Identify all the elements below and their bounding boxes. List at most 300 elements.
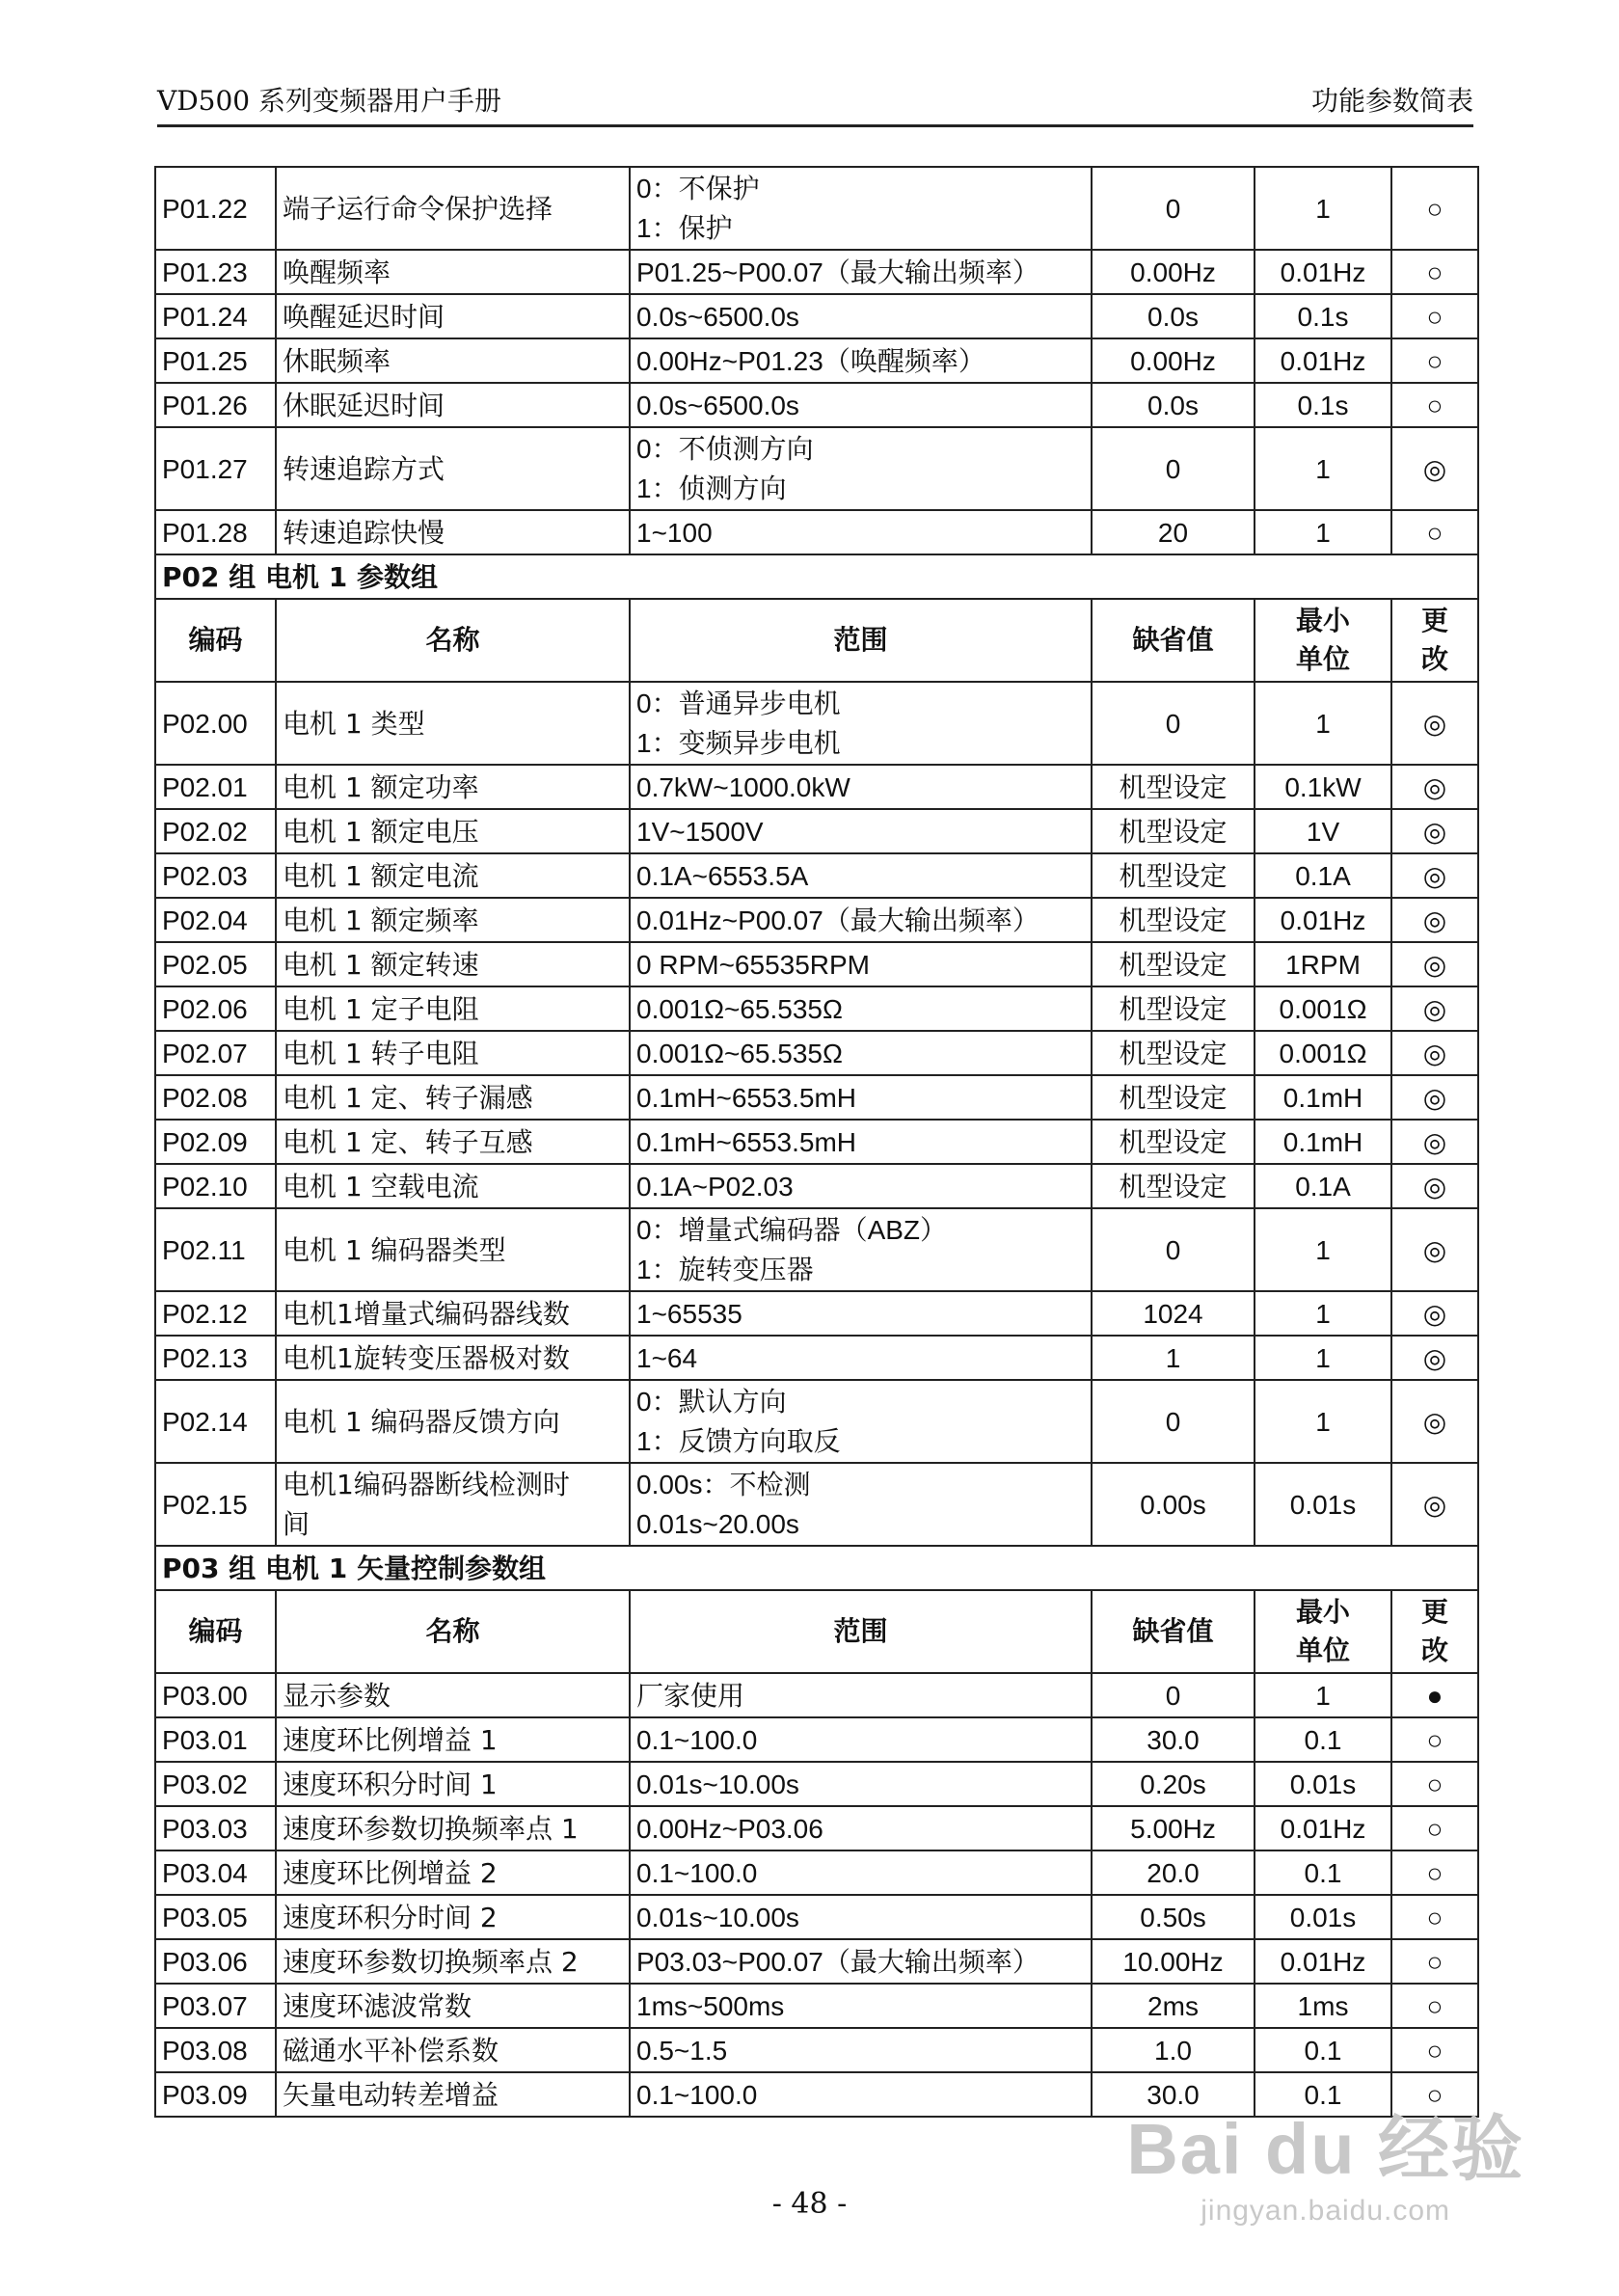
param-name [276,942,630,986]
param-unit: 0.1s [1255,383,1391,427]
param-range [630,1984,1092,2028]
param-change-flag: ○ [1391,383,1478,427]
page-number: - 48 - [771,2187,848,2221]
param-change-flag: ○ [1391,1850,1478,1895]
table-row [155,1895,1478,1939]
param-range [630,1380,1092,1463]
param-range [630,1939,1092,1984]
param-unit: 0.1 [1255,2072,1391,2117]
param-change-flag: ○ [1391,294,1478,338]
param-range [630,250,1092,294]
param-range [630,942,1092,986]
param-range-line: 厂家使用 [636,1680,745,1711]
param-code: P02.03 [155,853,276,898]
param-range [630,1031,1092,1075]
param-unit: 0.1mH [1255,1075,1391,1120]
param-default: 机型设定 [1092,1031,1255,1075]
param-change-flag: ◎ [1391,1208,1478,1291]
param-range-line: 1：旋转变压器 [636,1255,814,1284]
param-unit: 0.01s [1255,1463,1391,1546]
param-range [630,1208,1092,1291]
param-default: 30.0 [1092,2072,1255,2117]
param-range-line: 0.0s~6500.0s [636,301,799,332]
param-change-flag: ○ [1391,1717,1478,1762]
param-code: P03.09 [155,2072,276,2117]
param-range-line: 1ms~500ms [636,1990,785,2021]
param-name [276,167,630,250]
param-unit: 0.1mH [1255,1120,1391,1164]
param-name [276,1291,630,1336]
table-row [155,809,1478,853]
param-unit: 1 [1255,167,1391,250]
param-unit: 0.1A [1255,1164,1391,1208]
param-range-line: P03.03~P00.07（最大输出频率） [636,1946,1039,1977]
param-default: 5.00Hz [1092,1806,1255,1850]
table-row [155,942,1478,986]
param-code: P02.06 [155,986,276,1031]
param-unit: 1 [1255,427,1391,510]
param-name [276,1762,630,1806]
param-unit: 0.01Hz [1255,338,1391,383]
param-name [276,1380,630,1463]
param-name [276,1850,630,1895]
param-name [276,1673,630,1717]
group-row-p03 [155,1546,1478,1590]
param-name [276,1075,630,1120]
param-unit: 0.1 [1255,1850,1391,1895]
param-range [630,1850,1092,1895]
param-code: P03.08 [155,2028,276,2072]
param-range [630,682,1092,765]
param-unit: 1 [1255,1336,1391,1380]
param-change-flag: ◎ [1391,1380,1478,1463]
col-header-name: 名称 [276,1590,630,1673]
group-title: P02 组 电机 1 参数组 [155,554,1478,599]
param-change-flag: ◎ [1391,427,1478,510]
param-change-flag: ○ [1391,2072,1478,2117]
p03-section [155,1546,1478,1673]
table-row [155,1120,1478,1164]
table-row [155,1031,1478,1075]
param-name [276,338,630,383]
table-row [155,1984,1478,2028]
page-header [157,85,1473,127]
param-range-line: 0.5~1.5 [636,2035,728,2066]
param-change-flag: ◎ [1391,1031,1478,1075]
param-code: P02.07 [155,1031,276,1075]
col-header-range: 范围 [630,599,1092,682]
param-name-line: 电机 1 编码器反馈方向 [283,1405,560,1438]
table-row [155,167,1478,250]
param-default: 0.00s [1092,1463,1255,1546]
param-default: 10.00Hz [1092,1939,1255,1984]
col-header-change: 更 改 [1391,599,1478,682]
param-default: 机型设定 [1092,986,1255,1031]
param-name-line: 速度环积分时间 1 [283,1768,498,1800]
baidu-watermark [1126,2093,1525,2228]
param-range [630,294,1092,338]
param-default: 机型设定 [1092,809,1255,853]
param-range-line: 0.1mH~6553.5mH [636,1082,857,1113]
section-title: 功能参数简表 [1310,85,1473,117]
param-range-line: 0.01Hz~P00.07（最大输出频率） [636,905,1039,935]
param-default: 1 [1092,1336,1255,1380]
param-range-line: 0.7kW~1000.0kW [636,771,850,802]
param-name-line: 电机 1 类型 [283,707,425,740]
param-code: P03.05 [155,1895,276,1939]
param-unit: 0.1s [1255,294,1391,338]
col-header-default: 缺省值 [1092,1590,1255,1673]
param-code: P01.24 [155,294,276,338]
param-name-line: 电机 1 转子电阻 [283,1037,479,1069]
param-unit: 1 [1255,1380,1391,1463]
param-code: P03.01 [155,1717,276,1762]
param-name [276,1717,630,1762]
table-row [155,853,1478,898]
param-range-line: 0.00s：不检测 [636,1470,811,1499]
param-range-line: 0.1~100.0 [636,1724,758,1755]
param-unit: 1 [1255,1208,1391,1291]
table-row [155,682,1478,765]
param-name [276,898,630,942]
param-name [276,853,630,898]
param-range-line: 1：侦测方向 [636,473,787,503]
table-row [155,1075,1478,1120]
param-name-line: 电机1旋转变压器极对数 [283,1341,570,1374]
param-default: 0 [1092,682,1255,765]
param-name-line: 电机 1 定子电阻 [283,992,479,1025]
param-code: P02.02 [155,809,276,853]
param-change-flag: ○ [1391,167,1478,250]
param-code: P02.13 [155,1336,276,1380]
param-default: 20 [1092,510,1255,554]
param-range-line: 0.1mH~6553.5mH [636,1126,857,1157]
param-name-line: 唤醒延迟时间 [283,300,445,333]
table-row [155,1463,1478,1546]
param-unit: 0.01Hz [1255,1806,1391,1850]
param-change-flag: ◎ [1391,898,1478,942]
param-default: 机型设定 [1092,1075,1255,1120]
param-code: P01.27 [155,427,276,510]
param-name-line: 电机 1 定、转子漏感 [283,1081,533,1114]
param-range-line: 0：不保护 [636,174,760,203]
param-name-line: 速度环滤波常数 [283,1989,472,2022]
param-code: P03.07 [155,1984,276,2028]
param-name-line: 电机 1 额定电流 [283,859,479,892]
param-name-line: 速度环积分时间 2 [283,1901,498,1933]
param-code: P02.01 [155,765,276,809]
param-name [276,427,630,510]
param-change-flag: ◎ [1391,1291,1478,1336]
param-change-flag: ○ [1391,510,1478,554]
param-range [630,1075,1092,1120]
param-range-line: 1~64 [636,1342,698,1373]
p01-rows [155,167,1478,554]
param-range [630,1895,1092,1939]
param-name [276,1336,630,1380]
param-name-line: 休眠延迟时间 [283,389,445,421]
param-name [276,1984,630,2028]
param-change-flag: ◎ [1391,986,1478,1031]
param-change-flag: ○ [1391,2028,1478,2072]
param-name-line: 电机1编码器断线检测时 [283,1469,570,1500]
param-code: P02.04 [155,898,276,942]
param-name [276,809,630,853]
param-change-flag: ◎ [1391,765,1478,809]
param-range-line: 0：增量式编码器（ABZ） [636,1215,948,1245]
param-range-line: 0.001Ω~65.535Ω [636,993,843,1024]
param-name [276,986,630,1031]
param-range [630,898,1092,942]
param-name [276,1895,630,1939]
col-header-unit: 最小 单位 [1255,1590,1391,1673]
param-name-line: 转速追踪方式 [283,452,445,485]
param-unit: 0.1kW [1255,765,1391,809]
param-name-line: 速度环比例增益 1 [283,1723,498,1756]
table-row [155,1850,1478,1895]
param-code: P02.10 [155,1164,276,1208]
param-range-line: 0.1~100.0 [636,1857,758,1888]
param-range-line: 0.01s~10.00s [636,1769,799,1799]
table-row [155,1939,1478,1984]
param-unit: 0.01s [1255,1762,1391,1806]
param-default: 1024 [1092,1291,1255,1336]
param-change-flag: ◎ [1391,1463,1478,1546]
param-default: 0 [1092,1380,1255,1463]
col-header-range: 范围 [630,1590,1092,1673]
table-row [155,250,1478,294]
param-default: 0 [1092,1673,1255,1717]
param-range [630,809,1092,853]
param-change-flag: ○ [1391,1806,1478,1850]
param-unit: 1 [1255,1673,1391,1717]
param-code: P01.25 [155,338,276,383]
param-default: 0 [1092,1208,1255,1291]
param-name-line: 速度环参数切换频率点 1 [283,1812,579,1845]
p02-section [155,554,1478,682]
param-name [276,1939,630,1984]
param-range-line: 0.001Ω~65.535Ω [636,1038,843,1068]
param-code: P03.06 [155,1939,276,1984]
param-name-line: 电机 1 额定频率 [283,904,479,936]
param-range-line: 1V~1500V [636,816,764,847]
param-unit: 0.1 [1255,2028,1391,2072]
param-range-line: 1：反馈方向取反 [636,1426,841,1456]
param-name-line: 电机 1 额定功率 [283,770,479,803]
param-change-flag: ○ [1391,1895,1478,1939]
table-row [155,1380,1478,1463]
param-default: 30.0 [1092,1717,1255,1762]
table-row [155,1673,1478,1717]
col-header-default: 缺省值 [1092,599,1255,682]
param-name-line: 速度环比例增益 2 [283,1856,498,1889]
table-row [155,1164,1478,1208]
param-unit: 1ms [1255,1984,1391,2028]
param-change-flag: ○ [1391,250,1478,294]
param-change-flag: ○ [1391,338,1478,383]
param-range-line: 1：保护 [636,213,733,243]
param-range-line: 0.00Hz~P03.06 [636,1813,823,1844]
param-range-line: 0.0s~6500.0s [636,390,799,420]
param-change-flag: ○ [1391,1939,1478,1984]
param-range [630,338,1092,383]
p02-rows [155,682,1478,1546]
param-default: 机型设定 [1092,898,1255,942]
param-code: P02.09 [155,1120,276,1164]
param-code: P01.28 [155,510,276,554]
param-range-line: 0.1A~P02.03 [636,1171,794,1202]
table-row [155,1336,1478,1380]
param-range [630,986,1092,1031]
param-unit: 0.001Ω [1255,986,1391,1031]
param-unit: 1 [1255,510,1391,554]
param-name-line: 矢量电动转差增益 [283,2078,499,2111]
param-default: 1.0 [1092,2028,1255,2072]
param-range-line: 0.01s~10.00s [636,1902,799,1932]
group-row-p02 [155,554,1478,599]
param-code: P03.04 [155,1850,276,1895]
param-name-line: 电机1增量式编码器线数 [283,1297,570,1330]
param-name-line: 转速追踪快慢 [283,516,445,549]
manual-title: VD500 系列变频器用户手册 [157,85,502,117]
param-range [630,1336,1092,1380]
param-range-line: P01.25~P00.07（最大输出频率） [636,257,1039,287]
param-change-flag: ◎ [1391,942,1478,986]
param-name-line: 电机 1 定、转子互感 [283,1125,533,1158]
col-header-unit: 最小 单位 [1255,599,1391,682]
param-default: 2ms [1092,1984,1255,2028]
table-row [155,510,1478,554]
param-default: 机型设定 [1092,1164,1255,1208]
param-default: 0.20s [1092,1762,1255,1806]
param-range [630,1291,1092,1336]
param-range [630,1806,1092,1850]
param-unit: 1 [1255,682,1391,765]
p03-rows [155,1673,1478,2117]
param-default: 机型设定 [1092,853,1255,898]
param-unit: 0.01s [1255,1895,1391,1939]
param-range-line: 1：变频异步电机 [636,728,841,758]
param-unit: 0.01Hz [1255,250,1391,294]
param-default: 0 [1092,167,1255,250]
param-range [630,1164,1092,1208]
param-name-line: 唤醒频率 [283,256,391,288]
param-range [630,1717,1092,1762]
table-row [155,338,1478,383]
param-name [276,1164,630,1208]
param-unit: 0.01Hz [1255,1939,1391,1984]
param-name [276,1208,630,1291]
param-name [276,250,630,294]
param-unit: 0.1 [1255,1717,1391,1762]
table-row [155,986,1478,1031]
param-code: P03.00 [155,1673,276,1717]
param-name-line: 速度环参数切换频率点 2 [283,1945,579,1978]
param-range-line: 1~100 [636,517,713,548]
param-name [276,510,630,554]
param-range-line: 0.1A~6553.5A [636,860,809,891]
param-name-line: 电机 1 空载电流 [283,1170,479,1202]
param-range [630,1762,1092,1806]
param-code: P03.03 [155,1806,276,1850]
param-unit: 0.1A [1255,853,1391,898]
watermark-url: jingyan.baidu.com [1201,2195,1451,2227]
param-default: 机型设定 [1092,765,1255,809]
param-code: P02.11 [155,1208,276,1291]
param-default: 0.50s [1092,1895,1255,1939]
param-name [276,1120,630,1164]
param-change-flag: ◎ [1391,682,1478,765]
param-range-line: 0：普通异步电机 [636,689,841,718]
param-code: P01.26 [155,383,276,427]
watermark-logo: Bai du 经验 [1126,2109,1525,2189]
table-row [155,1762,1478,1806]
param-code: P02.12 [155,1291,276,1336]
param-range [630,2072,1092,2117]
param-name-line: 电机 1 额定转速 [283,948,479,981]
param-range [630,2028,1092,2072]
param-default: 20.0 [1092,1850,1255,1895]
col-header-code: 编码 [155,599,276,682]
param-name-line: 电机 1 编码器类型 [283,1233,506,1266]
param-name-line: 显示参数 [283,1679,391,1712]
param-code: P02.14 [155,1380,276,1463]
param-range [630,1673,1092,1717]
col-header-change: 更 改 [1391,1590,1478,1673]
param-change-flag: ◎ [1391,1164,1478,1208]
param-range [630,853,1092,898]
header-row [155,599,1478,682]
param-change-flag: ◎ [1391,1075,1478,1120]
param-change-flag: ● [1391,1673,1478,1717]
param-name [276,1463,630,1546]
param-range [630,510,1092,554]
param-name [276,1806,630,1850]
param-default: 机型设定 [1092,942,1255,986]
param-range-line: 1~65535 [636,1298,742,1329]
table-row [155,2028,1478,2072]
param-name [276,682,630,765]
param-range [630,383,1092,427]
parameter-table [154,166,1479,2118]
param-name-line: 磁通水平补偿系数 [283,2034,499,2066]
param-change-flag: ◎ [1391,1336,1478,1380]
param-unit: 1RPM [1255,942,1391,986]
group-title: P03 组 电机 1 矢量控制参数组 [155,1546,1478,1590]
param-name [276,1031,630,1075]
table-row [155,765,1478,809]
param-name [276,2072,630,2117]
param-change-flag: ◎ [1391,809,1478,853]
param-code: P01.22 [155,167,276,250]
param-unit: 0.01Hz [1255,898,1391,942]
param-code: P02.15 [155,1463,276,1546]
table-row [155,898,1478,942]
table-row [155,427,1478,510]
table-row [155,1291,1478,1336]
param-range-line: 0 RPM~65535RPM [636,949,871,980]
table-row [155,1717,1478,1762]
table-row [155,1806,1478,1850]
param-unit: 1 [1255,1291,1391,1336]
table-row [155,383,1478,427]
param-default: 机型设定 [1092,1120,1255,1164]
param-range-line: 0.01s~20.00s [636,1509,799,1539]
table-row [155,294,1478,338]
param-change-flag: ◎ [1391,853,1478,898]
header-row [155,1590,1478,1673]
param-code: P03.02 [155,1762,276,1806]
